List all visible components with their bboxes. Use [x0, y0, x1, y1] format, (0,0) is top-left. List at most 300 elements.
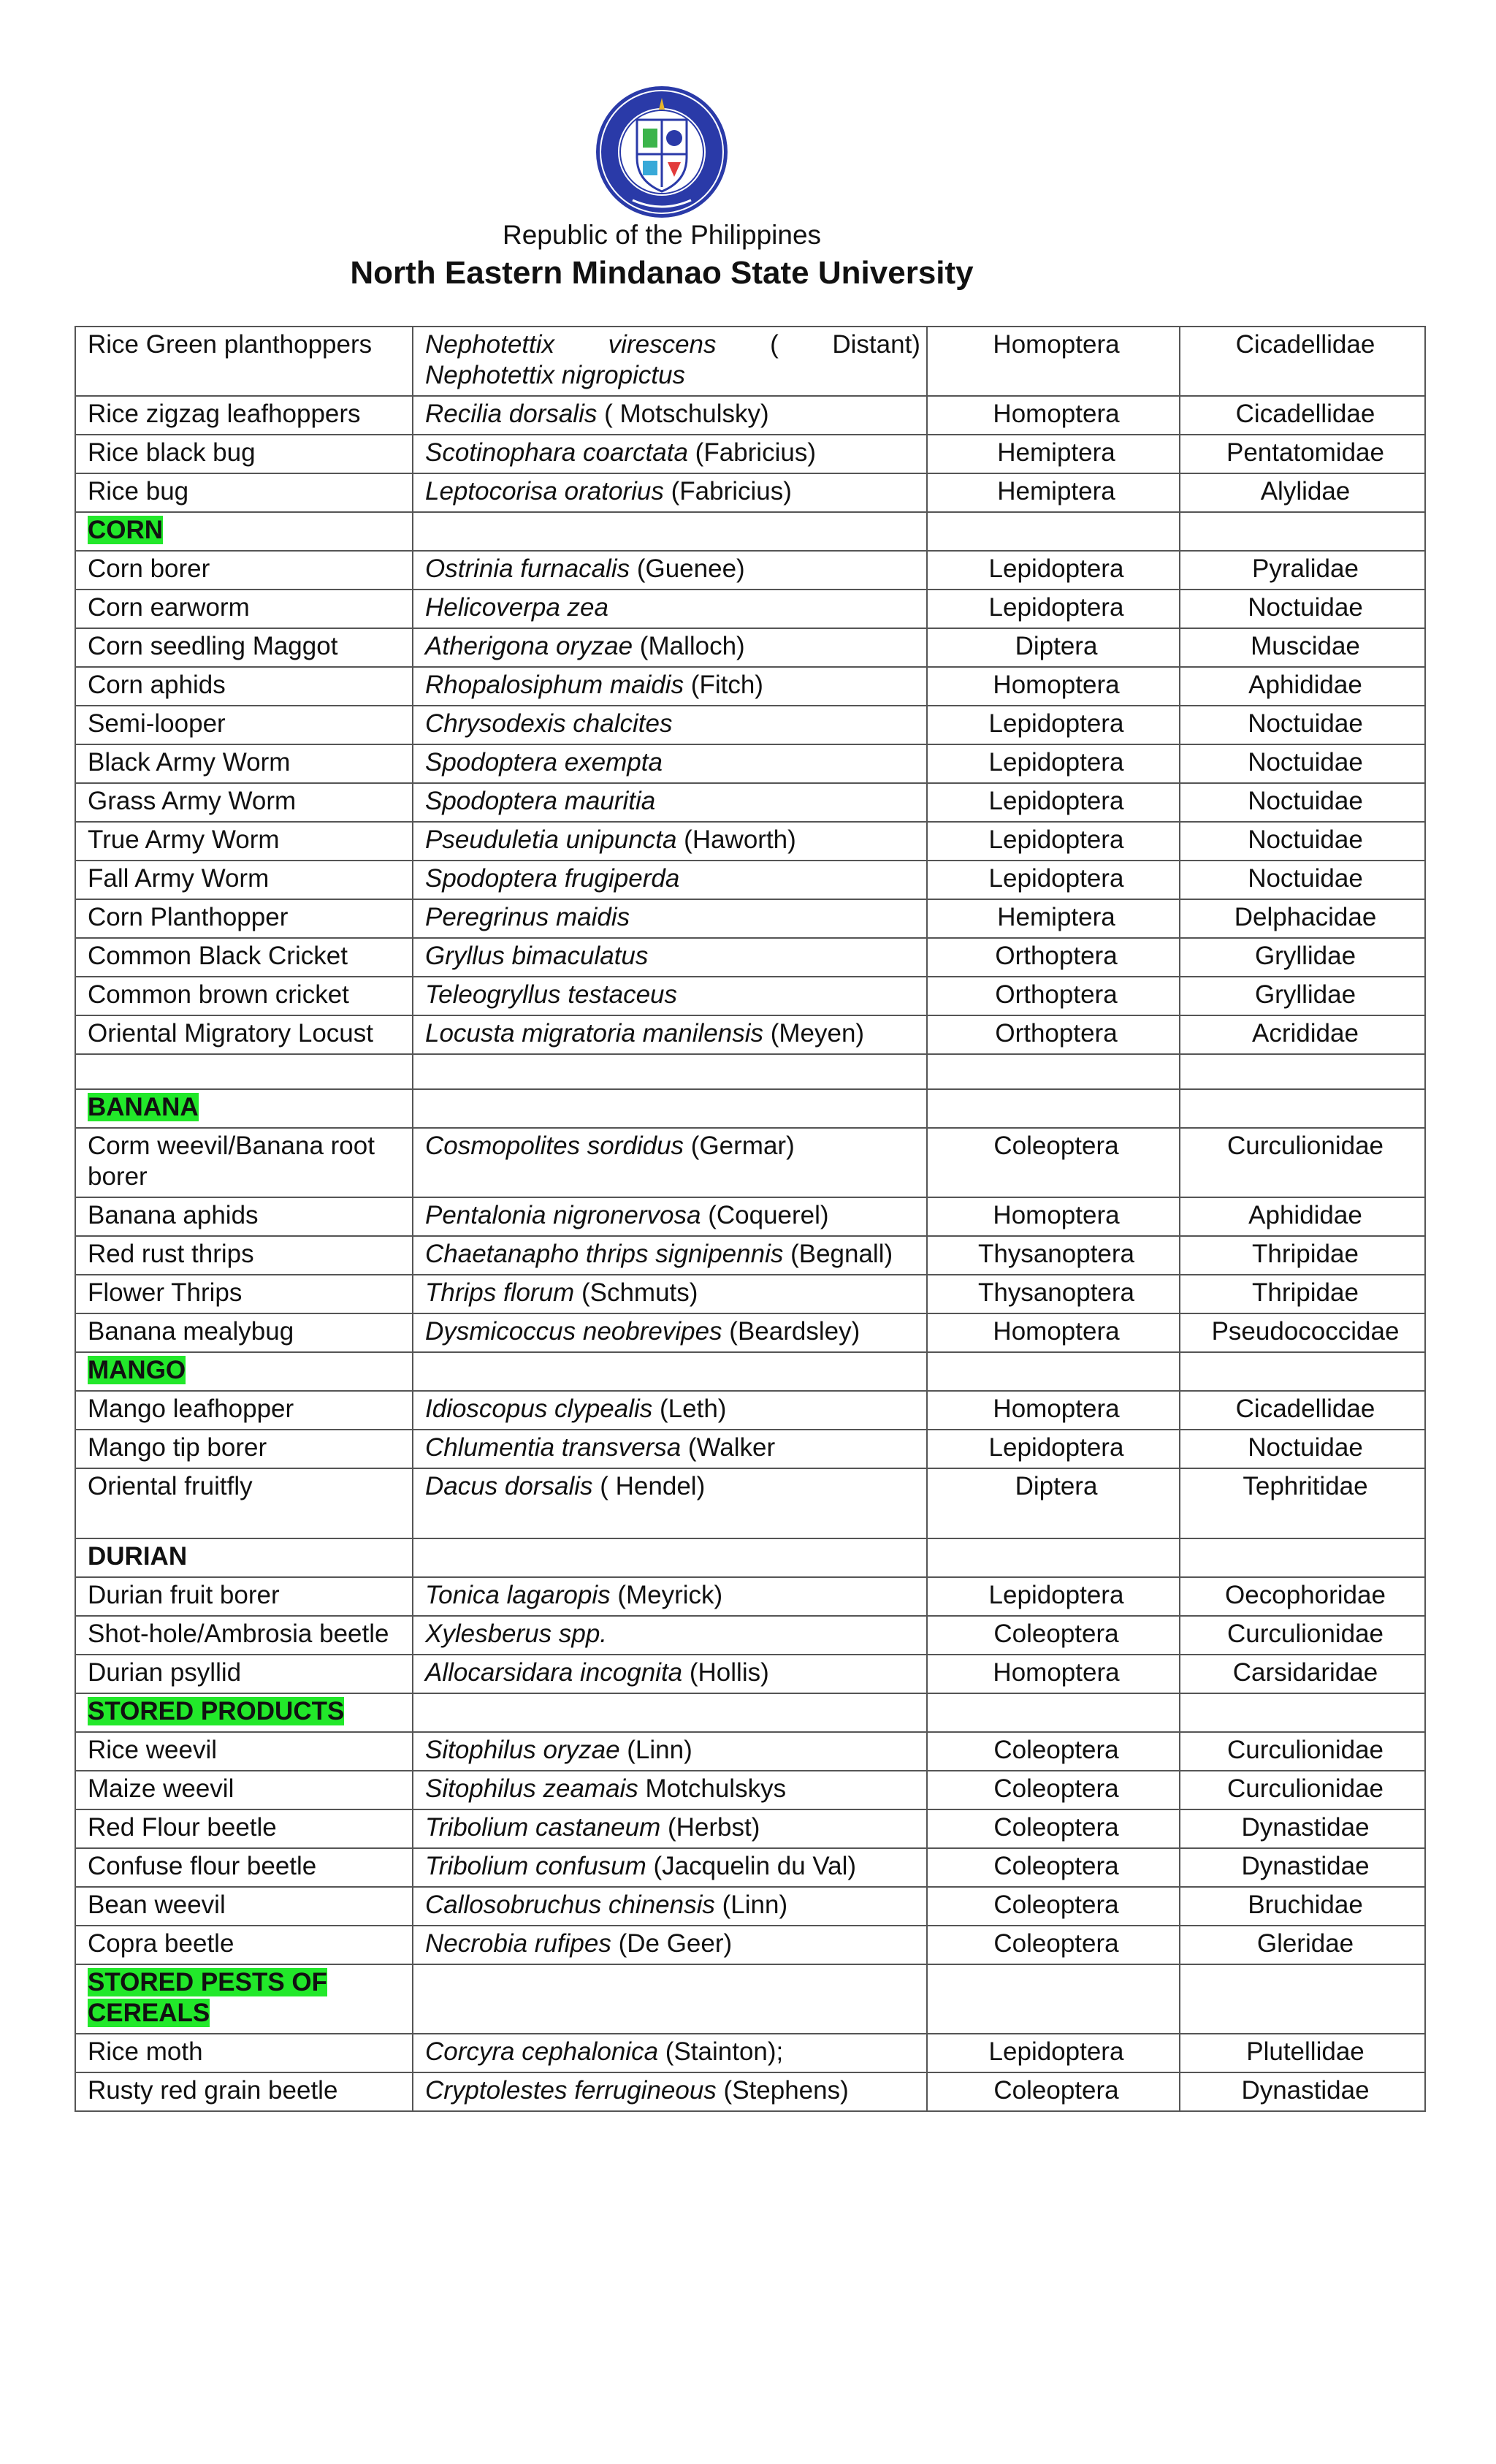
- common-name-cell: [75, 1236, 413, 1275]
- order-cell: [927, 473, 1180, 512]
- order-name: Lepidoptera: [988, 593, 1124, 622]
- university-seal-logo: [595, 85, 729, 219]
- common-name-cell: [75, 1313, 413, 1352]
- common-name: Corn earworm: [88, 593, 250, 622]
- order-name: Hemiptera: [997, 438, 1115, 467]
- family-name: Pyralidae: [1252, 554, 1359, 583]
- author-name: (Meyen): [763, 1019, 865, 1048]
- common-name: Durian fruit borer: [88, 1581, 280, 1609]
- scientific-name-cell: [413, 977, 927, 1015]
- common-name-cell: [75, 1197, 413, 1236]
- scientific-name-cell: [413, 822, 927, 861]
- order-cell: [927, 1616, 1180, 1655]
- family-name: Alylidae: [1260, 477, 1351, 506]
- author-name: (Linn): [714, 1891, 788, 1919]
- table-row: [75, 1197, 1425, 1236]
- table-row: [75, 1848, 1425, 1887]
- scientific-name-cell: [413, 1926, 927, 1964]
- common-name: Rice bug: [88, 477, 189, 506]
- common-name-cell: [75, 512, 413, 551]
- scientific-name-cell: [413, 861, 927, 899]
- order-cell: [927, 2034, 1180, 2072]
- family-name: Noctuidae: [1248, 1433, 1363, 1462]
- scientific-name-cell: [413, 396, 927, 435]
- common-name-cell: [75, 327, 413, 396]
- scientific-name-cell: [413, 590, 927, 628]
- order-cell: [927, 1809, 1180, 1848]
- scientific-name: Dacus dorsalis: [425, 1472, 593, 1500]
- scientific-name: Pseuduletia unipuncta: [425, 825, 677, 854]
- order-name: Coleoptera: [993, 1132, 1119, 1160]
- common-name: Corn borer: [88, 554, 210, 583]
- order-cell: [927, 1054, 1180, 1089]
- scientific-name: Nephotettix nigropictus: [425, 361, 686, 389]
- family-cell: [1180, 1015, 1425, 1054]
- order-name: Thysanoptera: [977, 1240, 1135, 1268]
- common-name-cell: [75, 861, 413, 899]
- order-name: Hemiptera: [997, 477, 1115, 506]
- table-row: [75, 2034, 1425, 2072]
- family-name: Noctuidae: [1248, 748, 1363, 777]
- author-name: (Begnall): [783, 1240, 893, 1268]
- order-cell: [927, 1128, 1180, 1197]
- common-name: Grass Army Worm: [88, 787, 297, 815]
- order-cell: [927, 1693, 1180, 1732]
- family-cell: [1180, 1128, 1425, 1197]
- table-row: [75, 1015, 1425, 1054]
- family-cell: [1180, 1275, 1425, 1313]
- family-name: Cicadellidae: [1235, 330, 1375, 359]
- university-name: North Eastern Mindanao State University: [350, 255, 974, 291]
- family-name: Delphacidae: [1234, 903, 1377, 931]
- order-cell: [927, 1538, 1180, 1577]
- scientific-name: Pentalonia nigronervosa: [425, 1201, 701, 1229]
- scientific-name-cell: [413, 628, 927, 667]
- author-name: (Fabricius): [687, 438, 816, 467]
- family-name: Thripidae: [1252, 1240, 1359, 1268]
- scientific-name: Spodoptera frugiperda: [425, 864, 680, 893]
- common-name: Black Army Worm: [88, 748, 291, 777]
- common-name: Corn aphids: [88, 671, 226, 699]
- family-cell: [1180, 1809, 1425, 1848]
- scientific-name-cell: [413, 1468, 927, 1538]
- family-cell: [1180, 327, 1425, 396]
- order-cell: [927, 1015, 1180, 1054]
- scientific-name-cell: [413, 1771, 927, 1809]
- common-name-cell: [75, 1848, 413, 1887]
- order-cell: [927, 744, 1180, 783]
- table-row: [75, 1616, 1425, 1655]
- section-row: [75, 1089, 1425, 1128]
- order-cell: [927, 706, 1180, 744]
- family-cell: [1180, 977, 1425, 1015]
- common-name: Confuse flour beetle: [88, 1852, 317, 1880]
- order-cell: [927, 1236, 1180, 1275]
- order-name: Homoptera: [993, 1658, 1120, 1687]
- family-cell: [1180, 1926, 1425, 1964]
- order-name: Lepidoptera: [988, 2037, 1124, 2066]
- scientific-name-cell: [413, 1616, 927, 1655]
- common-name: Banana aphids: [88, 1201, 259, 1229]
- section-row: [75, 1693, 1425, 1732]
- order-name: Lepidoptera: [988, 864, 1124, 893]
- order-cell: [927, 628, 1180, 667]
- scientific-name: Tonica lagaropis: [425, 1581, 611, 1609]
- common-name-cell: [75, 1577, 413, 1616]
- author-name: (Hollis): [682, 1658, 769, 1687]
- order-name: Homoptera: [993, 400, 1120, 428]
- order-cell: [927, 667, 1180, 706]
- table-row: [75, 977, 1425, 1015]
- family-cell: [1180, 667, 1425, 706]
- author-name: ( Hendel): [592, 1472, 706, 1500]
- scientific-name: Leptocorisa oratorius: [425, 477, 664, 506]
- pest-table: [75, 326, 1426, 2112]
- common-name-cell: [75, 590, 413, 628]
- order-cell: [927, 1887, 1180, 1926]
- common-name-cell: [75, 2034, 413, 2072]
- scientific-name-cell: [413, 667, 927, 706]
- table-row: [75, 938, 1425, 977]
- scientific-name-cell: [413, 2034, 927, 2072]
- family-name: Gleridae: [1256, 1929, 1354, 1958]
- family-name: Noctuidae: [1248, 593, 1363, 622]
- family-cell: [1180, 1964, 1425, 2034]
- scientific-name: Chaetanapho thrips signipennis: [425, 1240, 784, 1268]
- family-name: Plutellidae: [1246, 2037, 1365, 2066]
- family-cell: [1180, 1693, 1425, 1732]
- scientific-name-cell: [413, 327, 927, 396]
- common-name: Rice Green planthoppers: [88, 330, 373, 359]
- scientific-name-cell: [413, 1128, 927, 1197]
- scientific-name-cell: [413, 1275, 927, 1313]
- common-name-cell: [75, 1391, 413, 1430]
- common-name-cell: [75, 744, 413, 783]
- family-name: Gryllidae: [1254, 980, 1356, 1009]
- common-name-cell: [75, 1809, 413, 1848]
- table-row: [75, 327, 1425, 396]
- order-name: Thysanoptera: [977, 1278, 1135, 1307]
- order-name: Coleoptera: [993, 1929, 1119, 1958]
- family-name: Thripidae: [1252, 1278, 1359, 1307]
- table-row: [75, 822, 1425, 861]
- author-name: (Malloch): [633, 632, 745, 660]
- family-name: Curculionidae: [1226, 1132, 1384, 1160]
- order-cell: [927, 512, 1180, 551]
- author-name: (Jacquelin du Val): [646, 1852, 857, 1880]
- family-cell: [1180, 1236, 1425, 1275]
- common-name: Semi-looper: [88, 709, 226, 738]
- author-name: (Schmuts): [574, 1278, 698, 1307]
- scientific-name-cell: [413, 706, 927, 744]
- family-name: Curculionidae: [1226, 1774, 1384, 1803]
- order-name: Lepidoptera: [988, 748, 1124, 777]
- common-name: Rice black bug: [88, 438, 256, 467]
- table-row: [75, 1313, 1425, 1352]
- scientific-name: Tribolium confusum: [425, 1852, 646, 1880]
- family-name: Aphididae: [1248, 671, 1362, 699]
- scientific-name-cell: [413, 1391, 927, 1430]
- common-name: Rusty red grain beetle: [88, 2076, 338, 2105]
- order-name: Hemiptera: [997, 903, 1115, 931]
- common-name-cell: [75, 977, 413, 1015]
- scientific-name-cell: [413, 1313, 927, 1352]
- common-name: Fall Army Worm: [88, 864, 270, 893]
- table-row: [75, 1655, 1425, 1693]
- section-heading: CEREALS: [88, 1999, 210, 2027]
- order-cell: [927, 899, 1180, 938]
- order-name: Coleoptera: [993, 2076, 1119, 2105]
- table-row: [75, 861, 1425, 899]
- scientific-name-cell: [413, 899, 927, 938]
- scientific-name-cell: [413, 1732, 927, 1771]
- order-name: Coleoptera: [993, 1813, 1119, 1842]
- order-name: Lepidoptera: [988, 709, 1124, 738]
- table-row: [75, 1732, 1425, 1771]
- order-cell: [927, 2072, 1180, 2111]
- author-name: (Beardsley): [722, 1317, 860, 1346]
- family-name: Noctuidae: [1248, 709, 1363, 738]
- order-cell: [927, 1313, 1180, 1352]
- order-name: Coleoptera: [993, 1774, 1119, 1803]
- table-row: [75, 783, 1425, 822]
- common-name: Red rust thrips: [88, 1240, 254, 1268]
- table-row: [75, 1391, 1425, 1430]
- common-name: Rice moth: [88, 2037, 203, 2066]
- table-row: [75, 1887, 1425, 1926]
- table-row: [75, 396, 1425, 435]
- order-name: Orthoptera: [995, 1019, 1118, 1048]
- table-row: [75, 667, 1425, 706]
- common-name-cell: [75, 1693, 413, 1732]
- scientific-name-cell: [413, 783, 927, 822]
- order-cell: [927, 551, 1180, 590]
- scientific-name: Cosmopolites sordidus: [425, 1132, 684, 1160]
- scientific-name: Idioscopus clypealis: [425, 1395, 653, 1423]
- order-cell: [927, 822, 1180, 861]
- order-cell: [927, 861, 1180, 899]
- scientific-name-cell: [413, 1054, 927, 1089]
- family-cell: [1180, 1089, 1425, 1128]
- scientific-name: Sitophilus zeamais: [425, 1774, 638, 1803]
- table-row: [75, 1430, 1425, 1468]
- scientific-name: Spodoptera mauritia: [425, 787, 656, 815]
- common-name: True Army Worm: [88, 825, 280, 854]
- order-cell: [927, 1655, 1180, 1693]
- order-name: Coleoptera: [993, 1852, 1119, 1880]
- common-name-cell: [75, 706, 413, 744]
- author-name: (Germar): [684, 1132, 795, 1160]
- family-cell: [1180, 1655, 1425, 1693]
- scientific-name: Chlumentia transversa: [425, 1433, 682, 1462]
- scientific-name: Xylesberus spp.: [425, 1620, 608, 1648]
- scientific-name: Corcyra cephalonica: [425, 2037, 659, 2066]
- common-name-cell: [75, 1430, 413, 1468]
- common-name-cell: [75, 783, 413, 822]
- family-cell: [1180, 435, 1425, 473]
- family-name: Dynastidae: [1241, 2076, 1370, 2105]
- order-name: Homoptera: [993, 1201, 1120, 1229]
- family-cell: [1180, 783, 1425, 822]
- family-cell: [1180, 1197, 1425, 1236]
- scientific-name: Chrysodexis chalcites: [425, 709, 673, 738]
- section-row: [75, 1964, 1425, 2034]
- scientific-name: Tribolium castaneum: [425, 1813, 661, 1842]
- family-cell: [1180, 744, 1425, 783]
- family-cell: [1180, 861, 1425, 899]
- common-name: Flower Thrips: [88, 1278, 243, 1307]
- common-name-cell: [75, 1128, 413, 1197]
- common-name-cell: [75, 1616, 413, 1655]
- order-cell: [927, 327, 1180, 396]
- family-cell: [1180, 1732, 1425, 1771]
- common-name-cell: [75, 551, 413, 590]
- scientific-name: Necrobia rufipes: [425, 1929, 611, 1958]
- table-row: [75, 744, 1425, 783]
- scientific-name: Sitophilus oryzae: [425, 1736, 620, 1764]
- family-name: Pentatomidae: [1226, 438, 1384, 467]
- family-name: Tephritidae: [1243, 1472, 1368, 1500]
- author-name: (De Geer): [611, 1929, 733, 1958]
- scientific-name: Peregrinus maidis: [425, 903, 630, 931]
- family-name: Carsidaridae: [1232, 1658, 1378, 1687]
- scientific-name: Scotinophara coarctata: [425, 438, 688, 467]
- section-heading: MANGO: [88, 1356, 186, 1384]
- order-name: Homoptera: [993, 1395, 1120, 1423]
- common-name-cell: [75, 1275, 413, 1313]
- family-cell: [1180, 1054, 1425, 1089]
- scientific-name-cell: [413, 1015, 927, 1054]
- table-row: [75, 1809, 1425, 1848]
- common-name-cell: [75, 396, 413, 435]
- common-name: Red Flour beetle: [88, 1813, 277, 1842]
- common-name: Rice weevil: [88, 1736, 217, 1764]
- table-row: [75, 1236, 1425, 1275]
- family-cell: [1180, 899, 1425, 938]
- scientific-name-cell: [413, 435, 927, 473]
- scientific-name: Spodoptera exempta: [425, 748, 663, 777]
- scientific-name-line: [425, 329, 920, 360]
- common-name: Oriental fruitfly: [88, 1472, 253, 1500]
- author-name: (Haworth): [676, 825, 796, 854]
- table-row: [75, 2072, 1425, 2111]
- table-row: [75, 1577, 1425, 1616]
- family-cell: [1180, 1468, 1425, 1538]
- family-cell: [1180, 1848, 1425, 1887]
- order-cell: [927, 1275, 1180, 1313]
- scientific-name-cell: [413, 1848, 927, 1887]
- order-cell: [927, 435, 1180, 473]
- family-name: Acrididae: [1252, 1019, 1359, 1048]
- order-cell: [927, 396, 1180, 435]
- family-cell: [1180, 551, 1425, 590]
- family-name: Aphididae: [1248, 1201, 1362, 1229]
- republic-heading: Republic of the Philippines: [502, 220, 822, 250]
- scientific-name-cell: [413, 551, 927, 590]
- section-row: [75, 512, 1425, 551]
- common-name-cell: [75, 1089, 413, 1128]
- family-name: Dynastidae: [1241, 1813, 1370, 1842]
- scientific-name-cell: [413, 1236, 927, 1275]
- order-cell: [927, 1352, 1180, 1391]
- table-row: [75, 551, 1425, 590]
- common-name: Rice zigzag leafhoppers: [88, 400, 361, 428]
- author-name: (Linn): [619, 1736, 692, 1764]
- order-cell: [927, 1577, 1180, 1616]
- scientific-name: Allocarsidara incognita: [425, 1658, 683, 1687]
- table-row: [75, 473, 1425, 512]
- common-name: Common brown cricket: [88, 980, 349, 1009]
- scientific-name-cell: [413, 1809, 927, 1848]
- scientific-name: Teleogryllus testaceus: [425, 980, 678, 1009]
- family-cell: [1180, 706, 1425, 744]
- order-name: Coleoptera: [993, 1736, 1119, 1764]
- common-name: Durian psyllid: [88, 1658, 242, 1687]
- author-name: (Stainton);: [658, 2037, 784, 2066]
- order-name: Homoptera: [993, 1317, 1120, 1346]
- common-name-cell: [75, 822, 413, 861]
- family-name: Pseudococcidae: [1211, 1317, 1400, 1346]
- section-heading: STORED PRODUCTS: [88, 1697, 345, 1725]
- common-name: Banana mealybug: [88, 1317, 294, 1346]
- common-name-cell: [75, 1926, 413, 1964]
- family-cell: [1180, 1430, 1425, 1468]
- scientific-name-cell: [413, 1538, 927, 1577]
- scientific-name: Gryllus bimaculatus: [425, 942, 649, 970]
- scientific-name-cell: [413, 2072, 927, 2111]
- common-name-cell: [75, 1655, 413, 1693]
- common-name: Corm weevil/Banana root borer: [88, 1132, 375, 1191]
- family-cell: [1180, 822, 1425, 861]
- table-row: [75, 435, 1425, 473]
- common-name-cell: [75, 938, 413, 977]
- family-name: Curculionidae: [1226, 1736, 1384, 1764]
- common-name-cell: [75, 1538, 413, 1577]
- family-cell: [1180, 396, 1425, 435]
- author-paren: (: [770, 330, 779, 359]
- common-name-cell: [75, 1352, 413, 1391]
- common-name: Maize weevil: [88, 1774, 234, 1803]
- common-name-cell: [75, 1887, 413, 1926]
- family-name: Noctuidae: [1248, 864, 1363, 893]
- order-name: Homoptera: [993, 671, 1120, 699]
- table-row: [75, 590, 1425, 628]
- order-cell: [927, 1391, 1180, 1430]
- author-name: (Meyrick): [610, 1581, 723, 1609]
- table-row: [75, 1771, 1425, 1809]
- section-row: [75, 1538, 1425, 1577]
- common-name: Oriental Migratory Locust: [88, 1019, 373, 1048]
- scientific-name-cell: [413, 744, 927, 783]
- common-name-cell: [75, 435, 413, 473]
- common-name: Mango tip borer: [88, 1433, 267, 1462]
- family-cell: [1180, 2072, 1425, 2111]
- common-name: Corn seedling Maggot: [88, 632, 338, 660]
- order-name: Orthoptera: [995, 980, 1118, 1009]
- common-name-cell: [75, 1964, 413, 2034]
- order-name: Lepidoptera: [988, 554, 1124, 583]
- order-name: Diptera: [1015, 632, 1098, 660]
- scientific-name-cell: [413, 1352, 927, 1391]
- scientific-name: Rhopalosiphum maidis: [425, 671, 684, 699]
- order-cell: [927, 1468, 1180, 1538]
- family-cell: [1180, 1538, 1425, 1577]
- section-row: [75, 1352, 1425, 1391]
- common-name: Corn Planthopper: [88, 903, 289, 931]
- table-row: [75, 1468, 1425, 1538]
- order-cell: [927, 1197, 1180, 1236]
- common-name-cell: [75, 1054, 413, 1089]
